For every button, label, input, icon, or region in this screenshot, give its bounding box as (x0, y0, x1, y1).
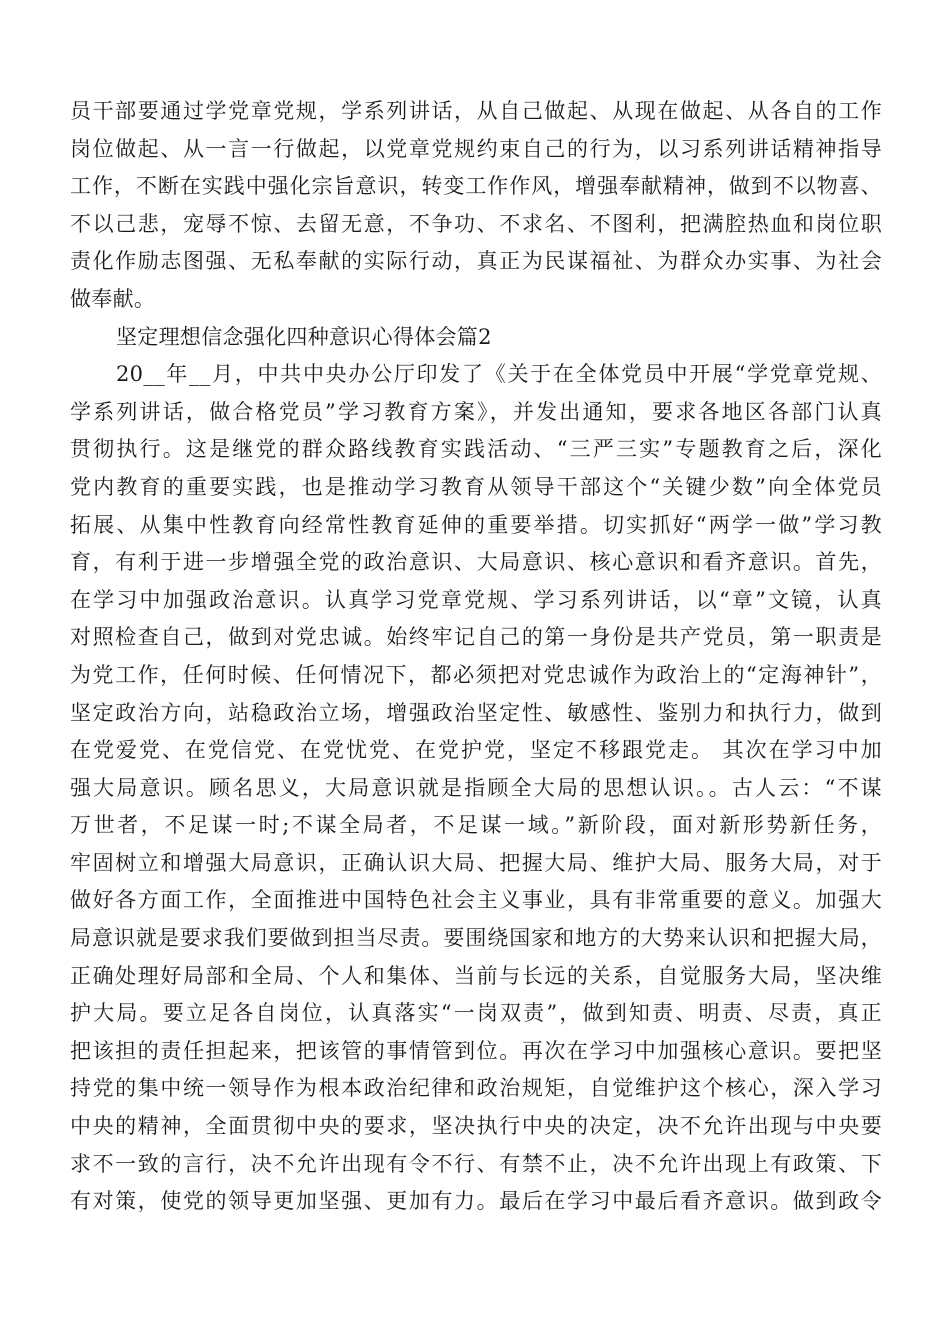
text-line: 责化作励志图强、无私奉献的实际行动，真正为民谋福祉、为群众办实事、为社会 (70, 249, 882, 274)
text-line: 强大局意识。顾名思义，大局意识就是指顾全大局的思想认识。。古人云：“不谋 (70, 775, 882, 800)
section-heading: 坚定理想信念强化四种意识心得体会篇2 (116, 324, 492, 349)
text-line: 育，有利于进一步增强全党的政治意识、大局意识、核心意识和看齐意识。首先， (70, 550, 882, 575)
text-line: 20__年__月，中共中央办公厅印发了《关于在全体党员中开展“学党章党规、 (116, 362, 882, 387)
text-line: 为党工作，任何时候、任何情况下，都必须把对党忠诚作为政治上的“定海神针”， (70, 662, 882, 687)
text-line: 在学习中加强政治意识。认真学习党章党规、学习系列讲话，以“章”文镜，认真 (70, 587, 882, 612)
text-line: 坚定政治方向，站稳政治立场，增强政治坚定性、敏感性、鉴别力和执行力，做到 (70, 700, 882, 725)
paragraph-2 (70, 356, 882, 1221)
text-line: 牢固树立和增强大局意识，正确认识大局、把握大局、维护大局、服务大局，对于 (70, 850, 882, 875)
text-line: 有对策，使党的领导更加坚强、更加有力。最后在学习中最后看齐意识。做到政令 (70, 1189, 882, 1214)
text-line: 工作，不断在实践中强化宗旨意识，转变工作作风，增强奉献精神，做到不以物喜、 (70, 174, 882, 199)
text-line: 持党的集中统一领导作为根本政治纪律和政治规矩，自觉维护这个核心，深入学习 (70, 1076, 882, 1101)
text-line: 岗位做起、从一言一行做起，以党章党规约束自己的行为，以习系列讲话精神指导 (70, 136, 882, 161)
text-line: 中央的精神，全面贯彻中央的要求，坚决执行中央的决定，决不允许出现与中央要 (70, 1114, 882, 1139)
text-line: 学系列讲话，做合格党员”学习教育方案》，并发出通知，要求各地区各部门认真 (70, 399, 882, 424)
text-line: 做奉献。 (70, 286, 156, 311)
text-line: 护大局。要立足各自岗位，认真落实“一岗双责”，做到知责、明责、尽责，真正 (70, 1001, 882, 1026)
text-line: 正确处理好局部和全局、个人和集体、当前与长远的关系，自觉服务大局，坚决维 (70, 963, 882, 988)
text-line: 对照检查自己，做到对党忠诚。始终牢记自己的第一身份是共产党员，第一职责是 (70, 625, 882, 650)
paragraph-1 (70, 93, 882, 319)
text-line: 局意识就是要求我们要做到担当尽责。要围绕国家和地方的大势来认识和把握大局， (70, 926, 882, 951)
text-line: 拓展、从集中性教育向经常性教育延伸的重要举措。切实抓好“两学一做”学习教 (70, 512, 882, 537)
text-line: 员干部要通过学党章党规，学系列讲话，从自己做起、从现在做起、从各自的工作 (70, 99, 882, 123)
text-line: 党内教育的重要实践，也是推动学习教育从领导干部这个“关键少数”向全体党员 (70, 474, 882, 499)
text-line: 做好各方面工作，全面推进中国特色社会主义事业，具有非常重要的意义。加强大 (70, 888, 882, 913)
text-line: 把该担的责任担起来，把该管的事情管到位。再次在学习中加强核心意识。要把坚 (70, 1038, 882, 1063)
text-line: 贯彻执行。这是继党的群众路线教育实践活动、“三严三实”专题教育之后，深化 (70, 437, 882, 462)
document-body (70, 93, 882, 1221)
text-line: 在党爱党、在党信党、在党忧党、在党护党，坚定不移跟党走。 其次在学习中加 (70, 738, 882, 763)
text-line: 求不一致的言行，决不允许出现有令不行、有禁不止，决不允许出现上有政策、下 (70, 1151, 882, 1176)
text-line: 万世者，不足谋一时;不谋全局者，不足谋一域。”新阶段，面对新形势新任务， (70, 813, 882, 838)
text-line: 不以己悲，宠辱不惊、去留无意，不争功、不求名、不图利，把满腔热血和岗位职 (70, 211, 882, 236)
